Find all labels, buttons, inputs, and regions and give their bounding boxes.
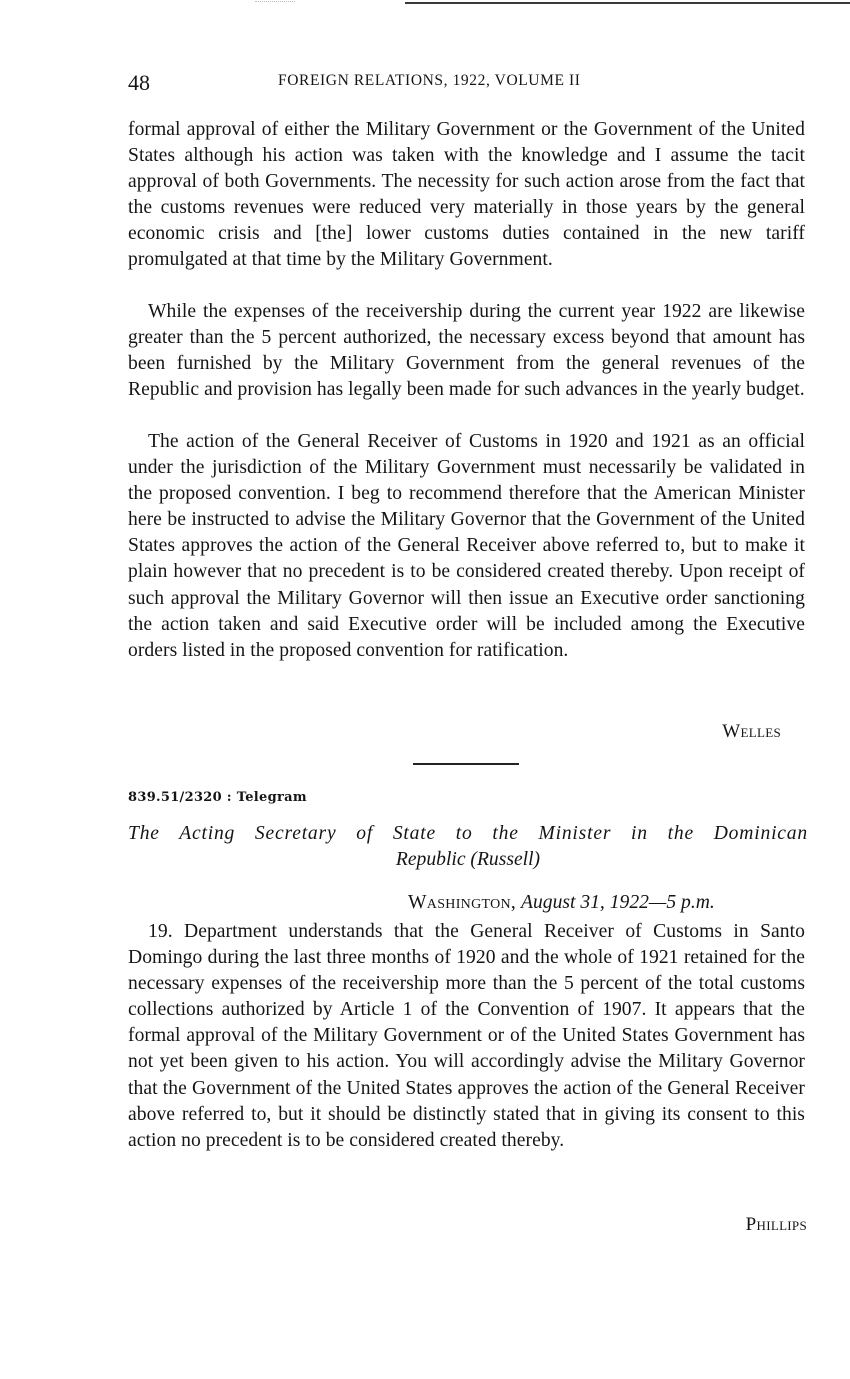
document-heading <box>128 821 808 873</box>
running-title: FOREIGN RELATIONS, 1922, VOLUME II <box>278 72 581 89</box>
top-edge-dots <box>255 1 295 3</box>
heading-line-2: Republic (Russell) <box>395 849 541 870</box>
paragraph-recommendation: The action of the General Receiver of Customs in 1920 and 1921 as an official under the jurisdiction of the Military Government must necessarily be validated in the proposed convention. I beg to recommend therefore that the American Minister here be instructed to advise the Military Governor that the Government of the United States approves the action of the General Receiver above referred to, but to make it plain however that no precedent is to be considered created thereby. Upon receipt of such approval the Military Governor will then issue an Executive order sanctioning the action taken and said Executive order will be included among the Executive orders listed in the proposed convention for ratification. <box>128 431 805 661</box>
paragraph-receivership-expenses: While the expenses of the receivership during the current year 1922 are likewise greater than the 5 percent authorized, the necessary excess beyond that amount has been furnished by the Military Government from the general revenues of the Republic and provision has legally been made for such advances in the yearly budget. <box>128 301 805 401</box>
file-reference: 839.51/2320 : Telegram <box>128 790 307 805</box>
dateline-date: August 31, 1922—5 p.m. <box>521 892 715 913</box>
heading-line-1: The Acting Secretary of State to the Minister in the Dominican <box>128 823 808 844</box>
dateline-place: Washington, <box>408 892 517 913</box>
page-number: 48 <box>128 70 150 95</box>
page-header <box>128 70 804 100</box>
signature-phillips: Phillips <box>745 1214 807 1235</box>
section-divider <box>413 763 519 765</box>
signature-welles: Welles <box>722 721 781 742</box>
dateline <box>408 892 715 914</box>
telegram-body: 19. Department understands that the General Receiver of Customs in Santo Domingo during the last three months of 1920 and the whole of 1921 retained for the necessary expenses of the receivership more than the 5 percent of the total customs collections authorized by Article 1 of the Convention of 1907. It appears that the formal approval of the Military Government or of the United States Government has not yet been given to his action. You will accordingly advise the Military Governor that the Government of the United States approves the action of the General Receiver above referred to, but it should be distinctly stated that in giving its consent to this action no precedent is to be considered created thereby. <box>128 921 805 1151</box>
paragraph-continuation: formal approval of either the Military Government or the Government of the United States although his action was taken with the knowledge and I assume the tacit approval of both Governments. The necessity for such action arose from the fact that the customs revenues were reduced very materially in those years by the general economic crisis and [the] lower customs duties contained in the new tariff promulgated at that time by the Military Government. <box>128 119 805 271</box>
top-edge-rule <box>405 2 850 4</box>
